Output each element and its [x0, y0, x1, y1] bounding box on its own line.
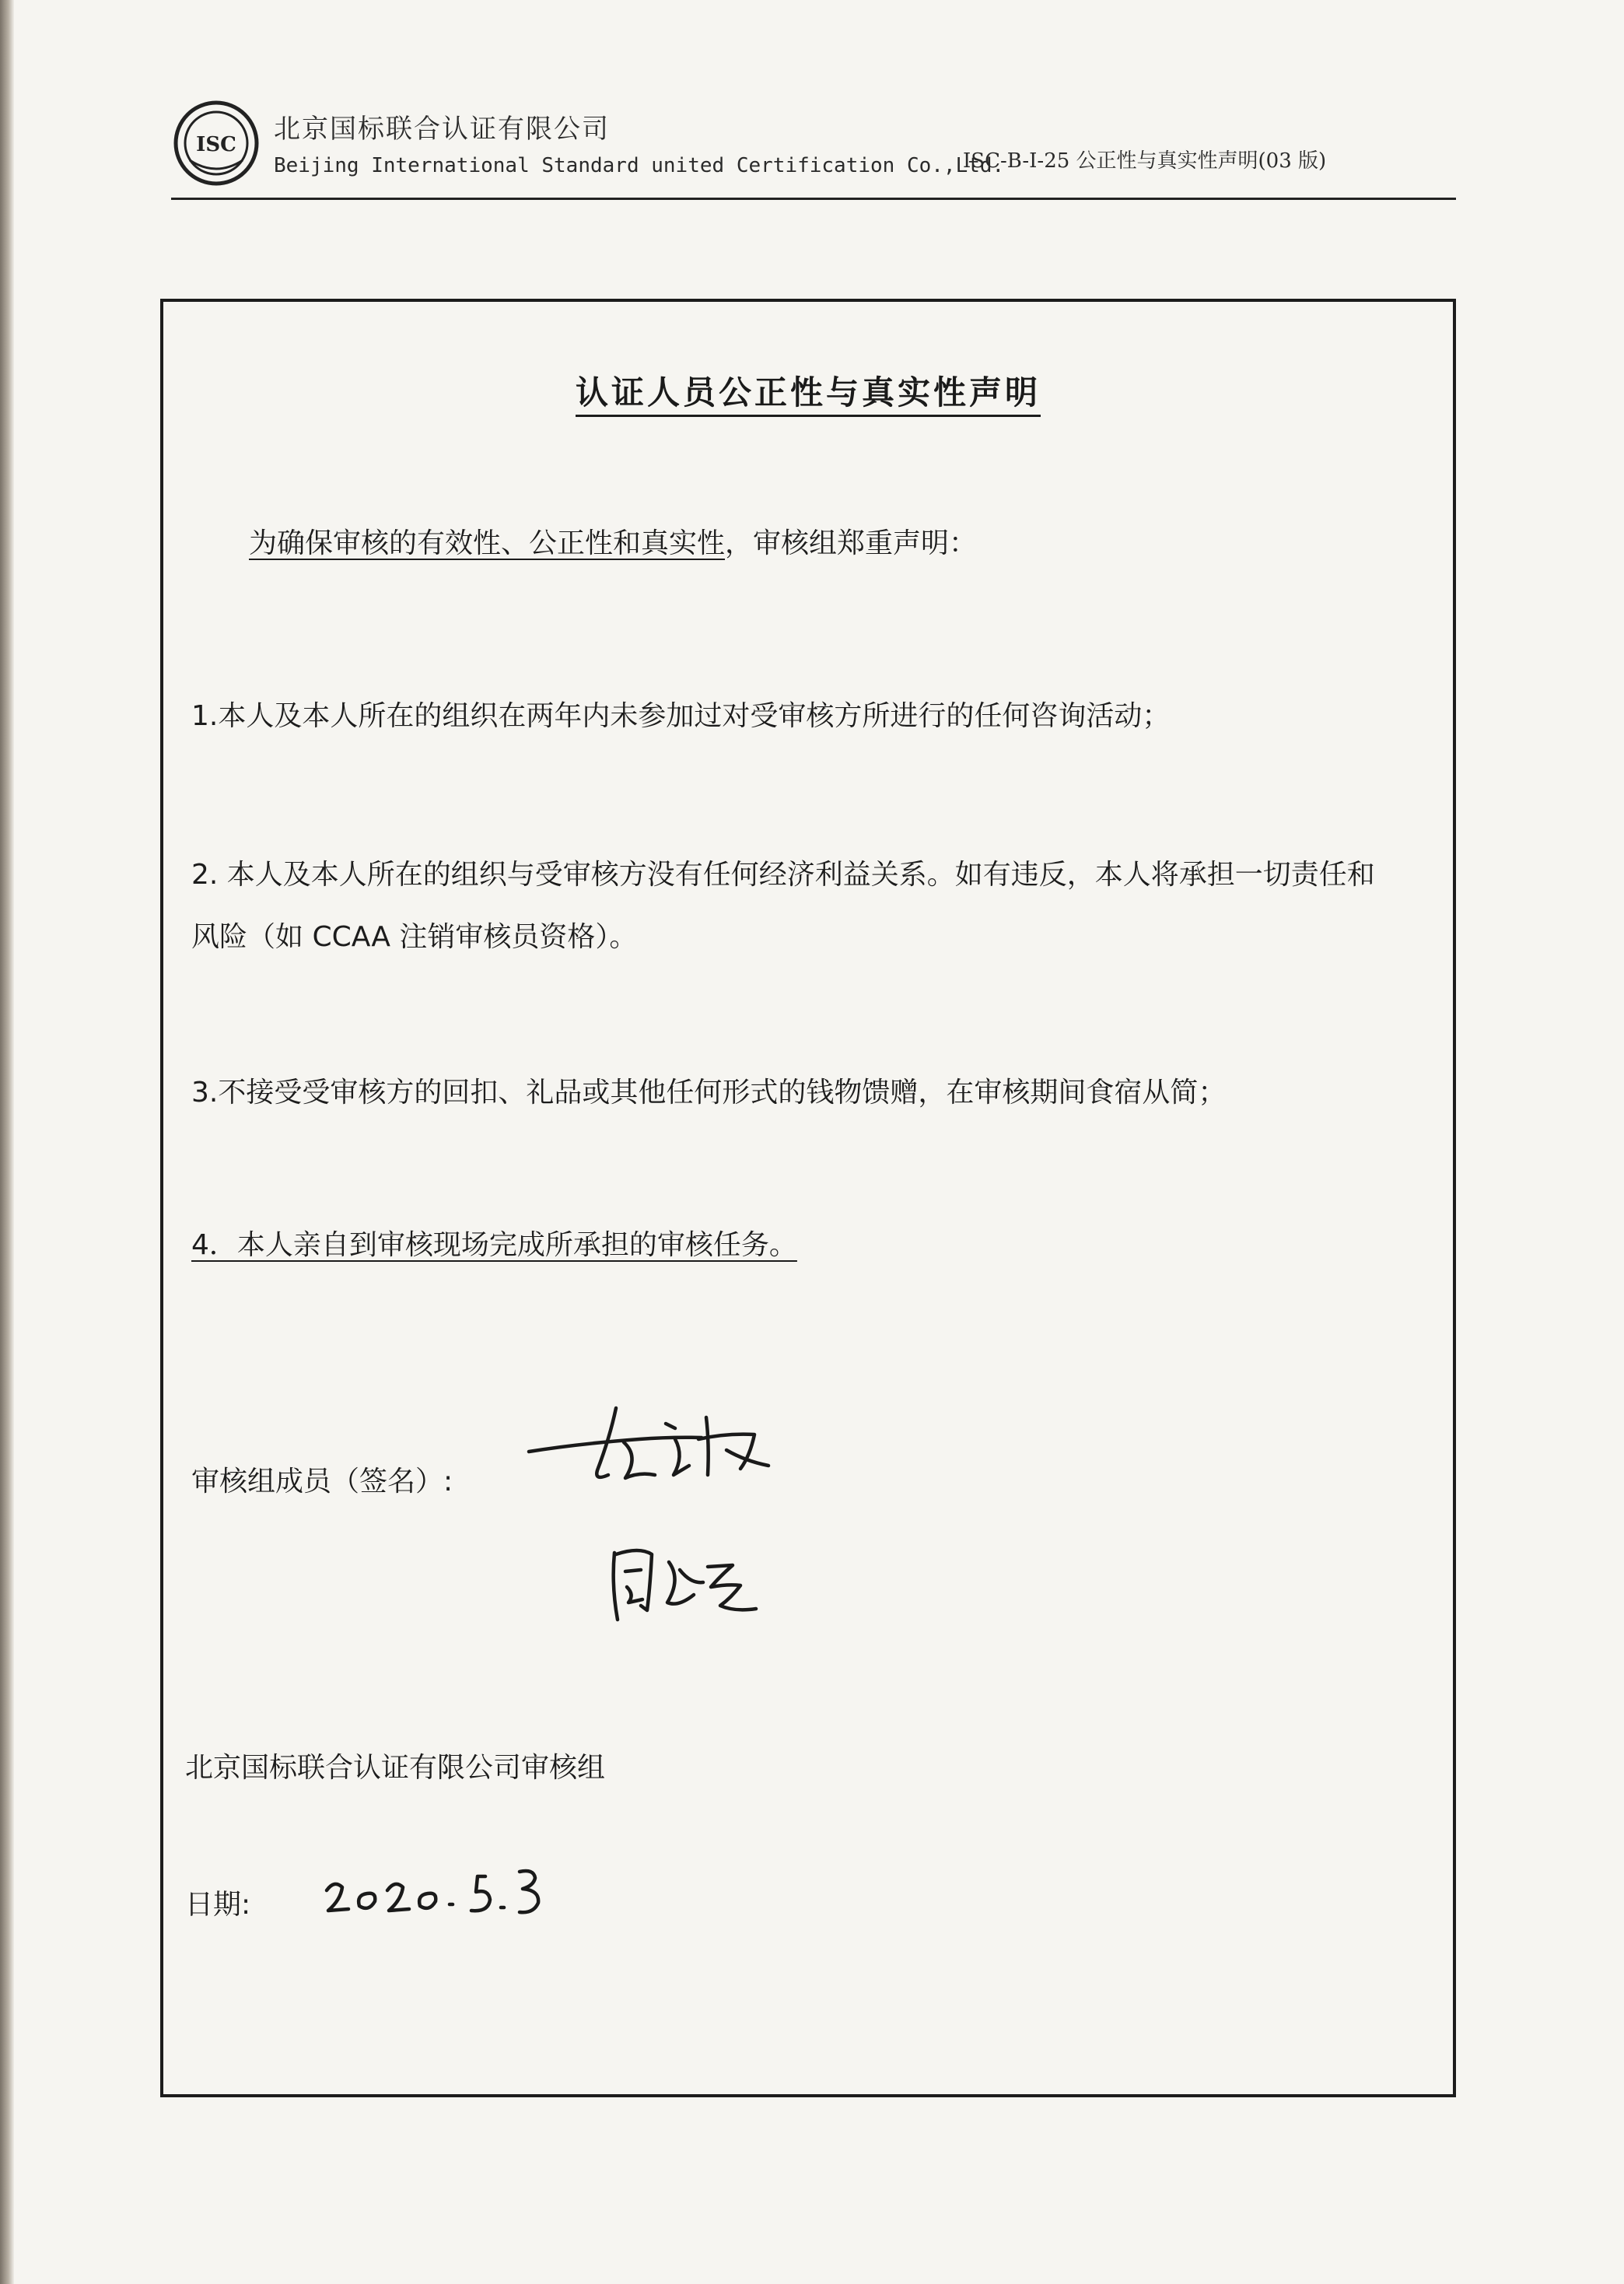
header-divider [171, 198, 1456, 200]
company-name-en: Beijing International Standard united Certification Co.,Ltd. [274, 154, 1005, 177]
members-signature-label: 审核组成员（签名）: [191, 1466, 453, 1498]
date-label: 日期: [185, 1889, 251, 1921]
svg-text:ISC: ISC [196, 133, 236, 156]
audit-team-org: 北京国标联合认证有限公司审核组 [185, 1752, 606, 1784]
declaration-item-3: 3.不接受受审核方的回扣、礼品或其他任何形式的钱物馈赠，在审核期间食宿从简； [191, 1077, 1227, 1109]
declaration-item-2-cont: 风险（如 CCAA 注销审核员资格）。 [191, 921, 638, 953]
form-title-wrap [163, 367, 1453, 414]
date-handwritten [316, 1855, 549, 1925]
intro-statement [249, 521, 977, 561]
form-title: 认证人员公正性与真实性声明 [576, 373, 1041, 417]
signature-member-2 [604, 1536, 767, 1629]
declaration-item-1: 1.本人及本人所在的组织在两年内未参加过对受审核方所进行的任何咨询活动； [191, 700, 1171, 732]
intro-underlined: 为确保审核的有效性、公正性和真实性 [249, 527, 726, 559]
declaration-item-4: 4．本人亲自到审核现场完成所承担的审核任务。 [191, 1229, 797, 1261]
signature-member-1 [523, 1394, 803, 1495]
document-code: ISC-B-I-25 公正性与真实性声明(03 版) [963, 149, 1327, 173]
scan-edge [0, 0, 14, 2284]
company-logo-icon [173, 100, 260, 187]
declaration-form [160, 299, 1456, 2097]
declaration-item-2: 2. 本人及本人所在的组织与受审核方没有任何经济利益关系。如有违反，本人将承担一切责任和 [191, 859, 1375, 891]
company-name-cn: 北京国标联合认证有限公司 [274, 114, 610, 145]
intro-rest: ，审核组郑重声明： [725, 527, 978, 559]
